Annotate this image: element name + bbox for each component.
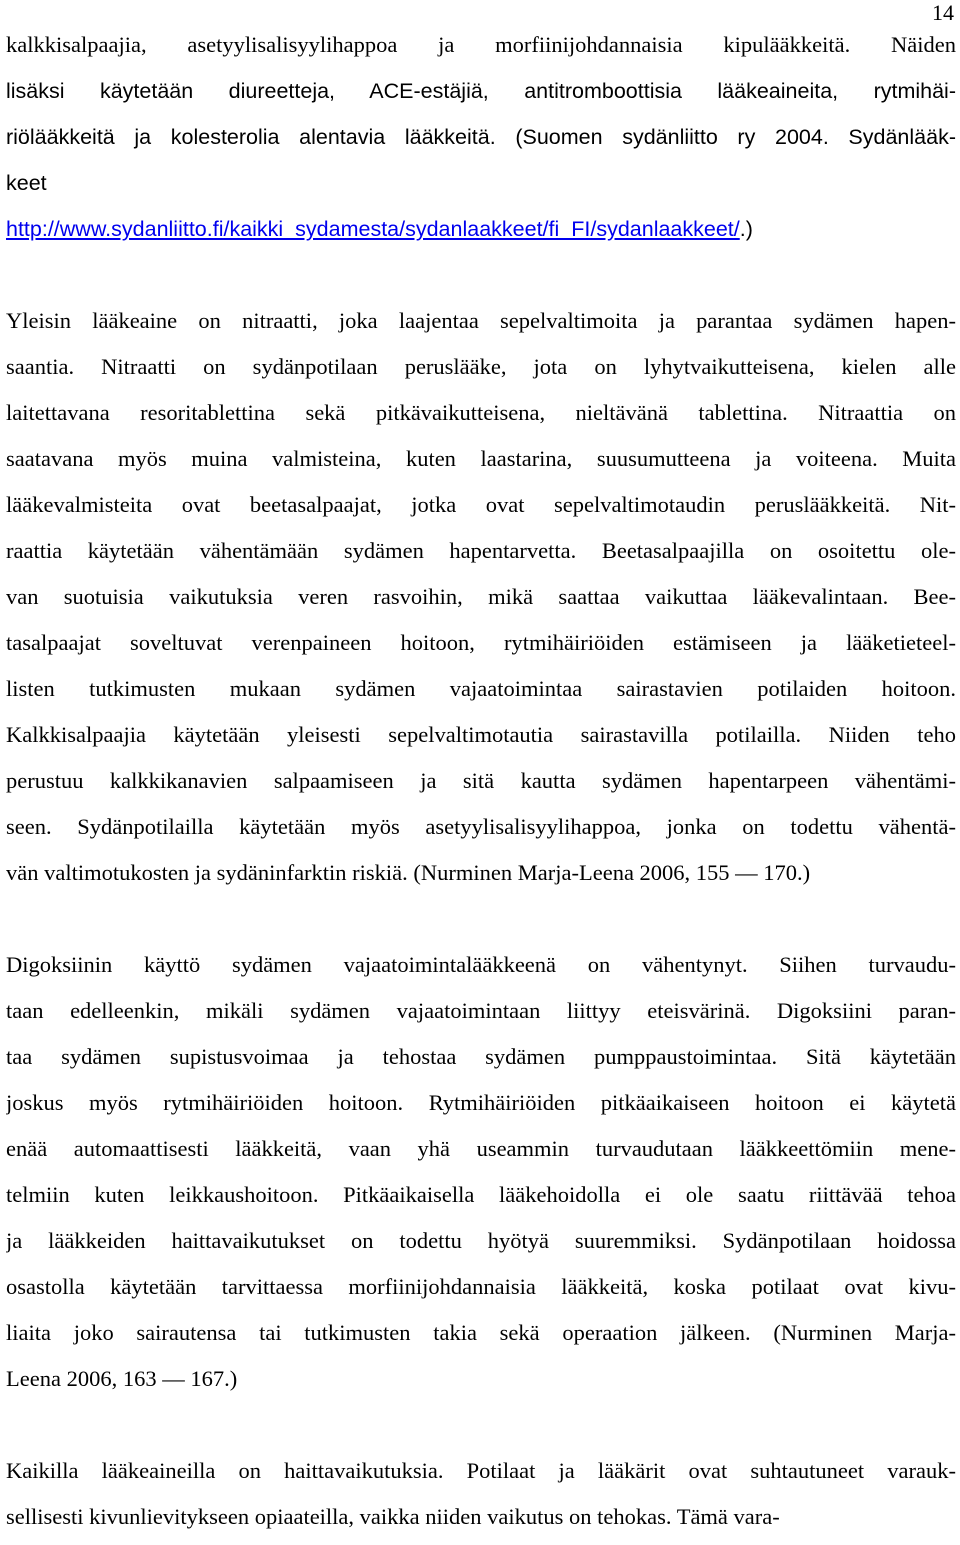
text-line: tasalpaajat soveltuvat verenpaineen hoitoon, rytmihäiriöiden estämiseen ja lääketieteel-	[6, 630, 956, 655]
text-line: Kaikilla lääkeaineilla on haittavaikutuksia. Potilaat ja lääkärit ovat suhtautuneet varauk-	[6, 1458, 956, 1483]
paragraph-1	[6, 22, 956, 252]
link-suffix: .)	[739, 217, 753, 241]
text-line: liaita joko sairautensa tai tutkimusten takia sekä operaation jälkeen. (Nurminen Marja-	[6, 1320, 956, 1345]
text-line: lisäksi käytetään diureetteja, ACE-estäjiä, antitromboottisia lääkeaineita, rytmihäi-	[6, 79, 956, 103]
text-line: Yleisin lääkeaine on nitraatti, joka laajentaa sepelvaltimoita ja parantaa sydämen hapen-	[6, 308, 956, 333]
text-line: riölääkkeitä ja kolesterolia alentavia lääkkeitä. (Suomen sydänliitto ry 2004. Sydänlääk-	[6, 125, 956, 149]
text-line: saatavana myös muina valmisteina, kuten laastarina, suusumutteena ja voiteena. Muita	[6, 446, 956, 471]
document-body	[6, 22, 956, 1540]
paragraph-3	[6, 942, 956, 1402]
text-line: keet	[6, 171, 47, 195]
text-line: kalkkisalpaajia, asetyylisalisyylihappoa ja morfiinijohdannaisia kipulääkkeitä. Näiden	[6, 32, 956, 57]
text-line: enää automaattisesti lääkkeitä, vaan yhä useammin turvaudutaan lääkkeettömiin mene-	[6, 1136, 956, 1161]
text-line: seen. Sydänpotilailla käytetään myös asetyylisalisyylihappoa, jonka on todettu vähentä-	[6, 814, 956, 839]
text-line: van suotuisia vaikutuksia veren rasvoihin, mikä saattaa vaikuttaa lääkevalintaan. Bee-	[6, 584, 956, 609]
text-line: perustuu kalkkikanavien salpaamiseen ja sitä kautta sydämen hapentarpeen vähentämi-	[6, 768, 956, 793]
text-line: lääkevalmisteita ovat beetasalpaajat, jotka ovat sepelvaltimotaudin peruslääkkeitä. Nit-	[6, 492, 956, 517]
paragraph-gap	[6, 896, 956, 942]
paragraph-gap	[6, 1402, 956, 1448]
text-line: Digoksiinin käyttö sydämen vajaatoimintalääkkeenä on vähentynyt. Siihen turvaudu-	[6, 952, 956, 977]
text-line: sellisesti kivunlievitykseen opiaateilla, vaikka niiden vaikutus on tehokas. Tämä vara-	[6, 1504, 780, 1529]
text-line: taa sydämen supistusvoimaa ja tehostaa sydämen pumppaustoimintaa. Sitä käytetään	[6, 1044, 956, 1069]
text-line: taan edelleenkin, mikäli sydämen vajaatoimintaan liittyy eteisvärinä. Digoksiini paran-	[6, 998, 956, 1023]
text-line: vän valtimotukosten ja sydäninfarktin riskiä. (Nurminen Marja-Leena 2006, 155 — 170.)	[6, 860, 811, 885]
text-line: raattia käytetään vähentämään sydämen hapentarvetta. Beetasalpaajilla on osoitettu ole-	[6, 538, 956, 563]
text-line: osastolla käytetään tarvittaessa morfiinijohdannaisia lääkkeitä, koska potilaat ovat kivu-	[6, 1274, 956, 1299]
text-line: telmiin kuten leikkaushoitoon. Pitkäaikaisella lääkehoidolla ei ole saatu riittävää tehoa	[6, 1182, 956, 1207]
link-line	[6, 206, 956, 252]
paragraph-2	[6, 298, 956, 896]
text-line: listen tutkimusten mukaan sydämen vajaatoimintaa sairastavien potilaiden hoitoon.	[6, 676, 956, 701]
text-line: ja lääkkeiden haittavaikutukset on todettu hyötyä suuremmiksi. Sydänpotilaan hoidossa	[6, 1228, 956, 1253]
text-line: saantia. Nitraatti on sydänpotilaan peruslääke, jota on lyhytvaikutteisena, kielen alle	[6, 354, 956, 379]
text-line: Leena 2006, 163 — 167.)	[6, 1366, 238, 1391]
text-line: Kalkkisalpaajia käytetään yleisesti sepelvaltimotautia sairastavilla potilailla. Niiden teho	[6, 722, 956, 747]
text-line: joskus myös rytmihäiriöiden hoitoon. Rytmihäiriöiden pitkäaikaiseen hoitoon ei käytetä	[6, 1090, 956, 1115]
paragraph-4	[6, 1448, 956, 1540]
paragraph-gap	[6, 252, 956, 298]
page-number: 14	[932, 0, 954, 25]
text-line: laitettavana resoritablettina sekä pitkävaikutteisena, nieltävänä tablettina. Nitraattia on	[6, 400, 956, 425]
sydanliitto-link[interactable]: http://www.sydanliitto.fi/kaikki_sydamesta/sydanlaakkeet/fi_FI/sydanlaakkeet/	[6, 217, 740, 241]
